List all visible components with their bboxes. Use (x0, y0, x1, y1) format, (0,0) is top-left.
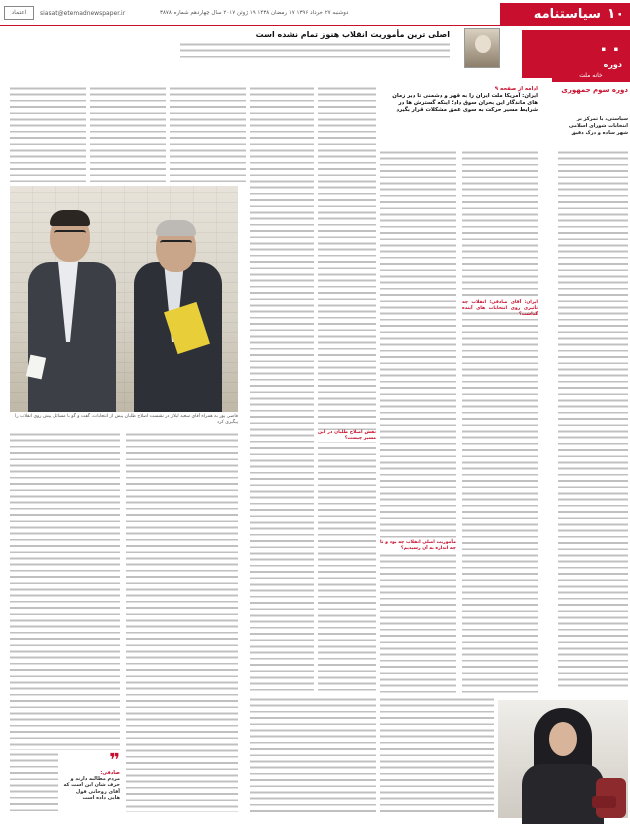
headline-thumbnail (464, 28, 500, 68)
headline-body-text (180, 42, 450, 60)
issue-info: دوشنبه ۲۷ خرداد ۱۳۹۶ ۱۷ رمضان ۱۴۳۸ ۱۹ ژوئن ۲۰۱۷ سال چهاردهم شماره ۳۸۷۸ (160, 10, 349, 16)
text-column-12 (10, 752, 58, 812)
text-column-6 (90, 86, 166, 182)
text-column-10 (250, 697, 376, 815)
interviewee-portrait (498, 700, 628, 818)
quote-marks-icon: ۰۰ (597, 36, 622, 60)
interview-question-3: نقش اصلاح طلبان در این مسیر چیست؟ (318, 430, 376, 442)
person-right (130, 222, 226, 412)
section-tag: خانه ملت (552, 70, 630, 82)
section-banner (500, 3, 630, 25)
person-left (24, 212, 120, 412)
page-number: ۱۰ (606, 6, 624, 22)
text-column-4 (250, 86, 314, 691)
section-title: سیاستنامه (533, 6, 601, 22)
text-column-11 (380, 697, 494, 815)
pull-quote-name: صادقی: (100, 770, 120, 776)
page-header (0, 0, 630, 26)
interview-question-2: مأموریت اصلی انقلاب چه بود و تا چه اندازه به آن رسیدیم؟ (380, 540, 456, 552)
sidebar-column (558, 150, 628, 690)
headline-title: اصلی ترین مأموریت انقلاب هنوز تمام نشده است (255, 30, 450, 39)
quote-icon: ❞ (109, 750, 120, 771)
main-photo (10, 186, 238, 412)
text-column-1 (462, 150, 538, 695)
microphone-icon (592, 796, 616, 808)
email-address[interactable]: siasat@etemadnewspaper.ir (40, 10, 126, 17)
text-column-3 (318, 86, 376, 691)
text-column-7 (170, 86, 246, 182)
sidebar-subtitle: سیاستی، با تمرکز بر انتخابات شورای اسلامی شهر ساده و درک دقیق (568, 116, 628, 136)
issue-meta (40, 10, 133, 17)
continuation-label: ادامه از صفحه ۹ (494, 86, 538, 92)
header-rule (0, 25, 630, 26)
text-column-2 (380, 150, 456, 695)
feature-box-title: دوره (603, 60, 622, 69)
newspaper-logo: اعتماد (4, 6, 34, 20)
interview-question-1: ایران: آقای صادقی؛ انقلاب چه تأثیری روی انتخابات های آینده گذاشت؟ (462, 300, 538, 318)
text-column-8 (10, 432, 120, 750)
headline-strip (180, 30, 450, 66)
pull-quote (62, 752, 120, 802)
text-column-9 (126, 432, 238, 812)
sidebar-headline: دوره سوم جمهوری (561, 86, 628, 94)
interview-intro (380, 86, 538, 114)
pull-quote-text: مردم مطالبه دارند و حرف شان این است که آقای روحانی قول هایی داده است (63, 776, 120, 802)
text-column-5 (10, 86, 86, 182)
intro-text: ایران: آمریکا ملت ایران را به قهر و دشمنی تا دیر زمان های ماندگار این بحران سوق داد؛ اینکه گسترش ها در شرایط مسیر حرکت به سوی عمق مشکلات قرار بگیرد (392, 93, 538, 113)
photo-caption: قاضی پور به همراه آقای سعید لیلاز در نشست اصلاح طلبان پیش از انتخابات، گفت و گو با مسائل پیش روی انقلاب را پیگیری کرد (15, 414, 238, 425)
